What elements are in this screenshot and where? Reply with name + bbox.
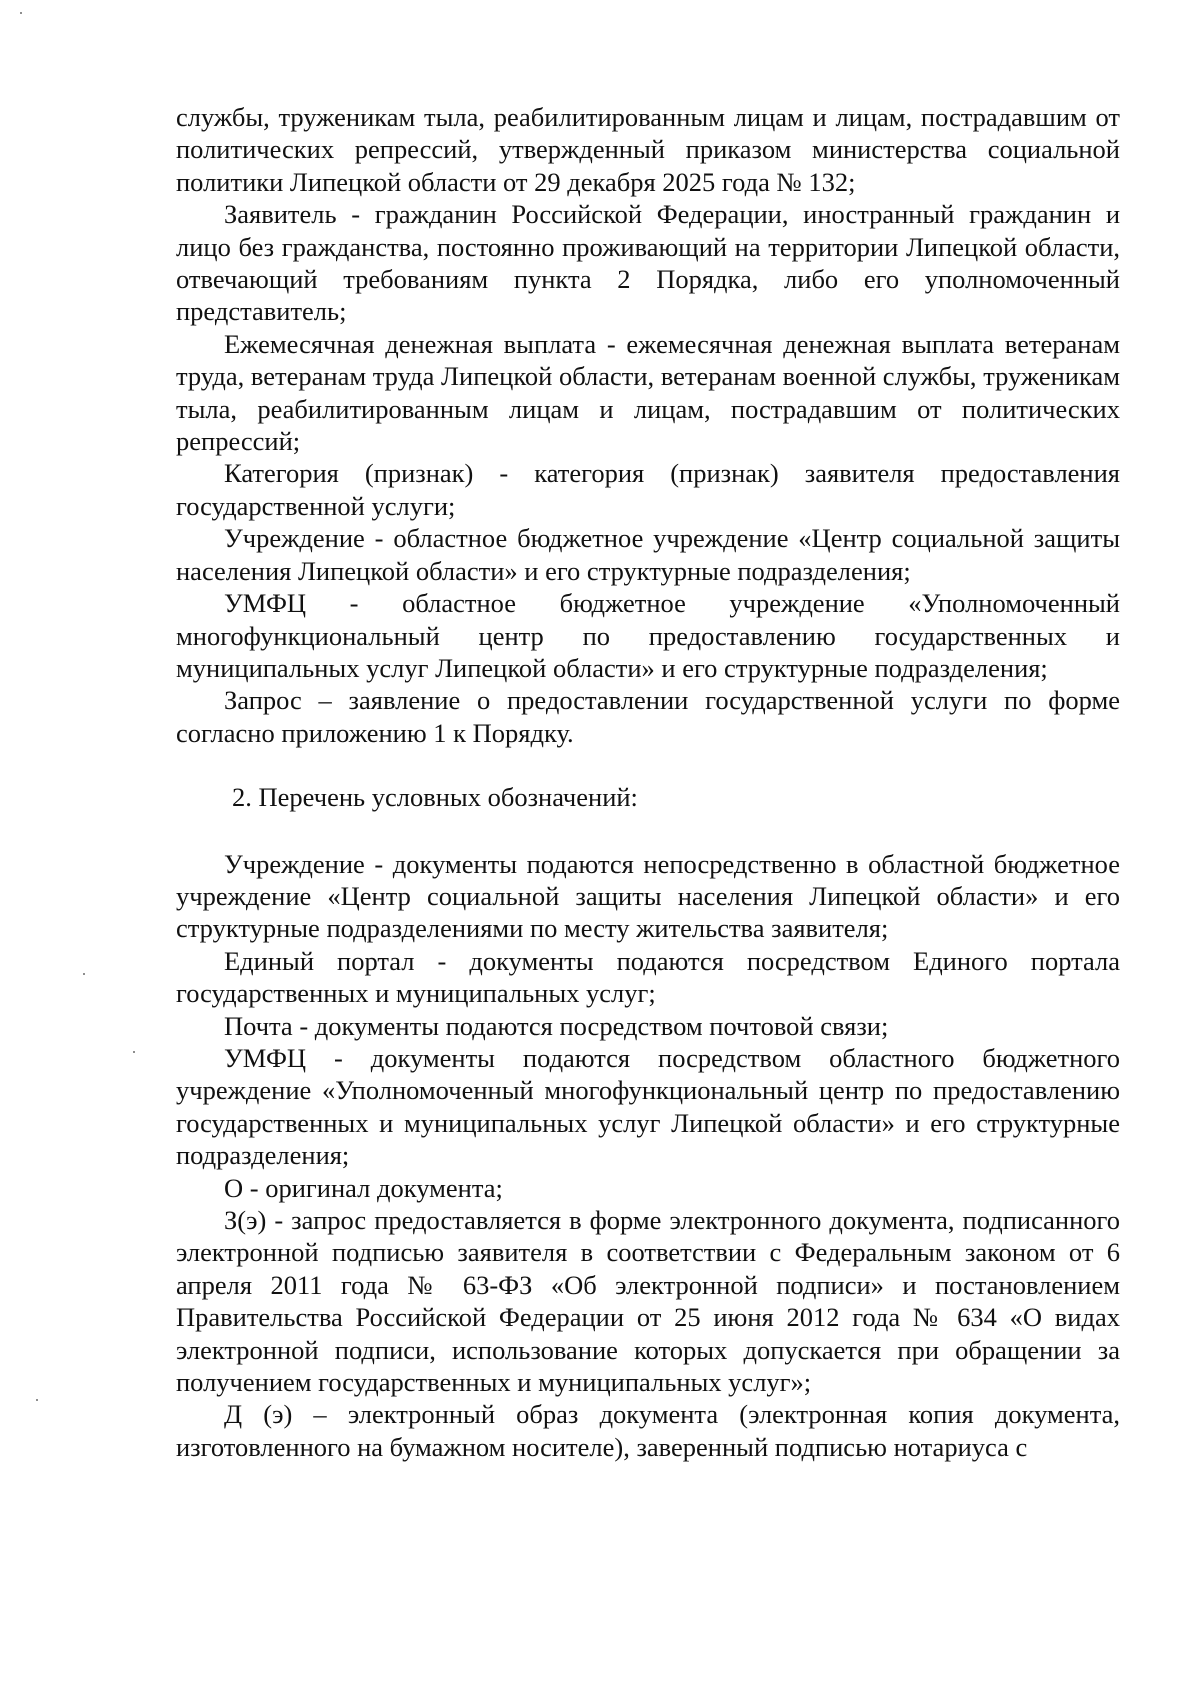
legend-electronic-request: З(э) - запрос предоставляется в форме электронного документа, подписанного электронной подписью заявителя в соответствии с Федеральным законом от 6 апреля 2011 года № 63-ФЗ «Об электронной подписи» и постановлением Правительства Российской Федерации от 25 июня 2012 года № 634 «О видах электронной подписи, использование которых допускается при обращении за получением государственных и муниципальных услуг»;	[176, 1205, 1120, 1398]
legend-electronic-image: Д (э) – электронный образ документа (электронная копия документа, изготовленного на бумажном носителе), заверенный подписью нотариуса с	[176, 1399, 1120, 1462]
scan-speck	[83, 973, 85, 975]
legend-original: О - оригинал документа;	[224, 1172, 503, 1203]
legend-unified-portal: Единый портал - документы подаются посредством Единого портала государственных и муниципальных услуг;	[176, 945, 1120, 1009]
spacer	[176, 749, 1120, 781]
definition-institution: Учреждение - областное бюджетное учреждение «Центр социальной защиты населения Липецкой области» и его структурные подразделения;	[176, 523, 1120, 586]
legend-umfc: УМФЦ - документы подаются посредством областного бюджетного учреждение «Уполномоченный многофункциональный центр по предоставлению государственных и муниципальных услуг Липецкой области» и его структурные подразделения;	[176, 1042, 1120, 1171]
definition-monthly-payment: Ежемесячная денежная выплата - ежемесячная денежная выплата ветеранам труда, ветеранам труда Липецкой области, ветеранам военной службы, труженикам тыла, реабилитированным лицам и лицам, пострадавшим от политических репрессий;	[176, 328, 1120, 457]
scan-speck	[133, 1051, 135, 1053]
legend-post: Почта - документы подаются посредством почтовой связи;	[224, 1010, 889, 1041]
scan-speck	[20, 12, 22, 14]
legend-institution: Учреждение - документы подаются непосредственно в областной бюджетное учреждение «Центр социальной защиты населения Липецкой области» и его структурные подразделениями по месту жительства заявителя;	[176, 848, 1120, 944]
definition-applicant: Заявитель - гражданин Российской Федерации, иностранный гражданин и лицо без гражданства, постоянно проживающий на территории Липецкой области, отвечающий требованиям пункта 2 Порядка, либо его уполномоченный представитель;	[176, 199, 1120, 327]
document-body	[176, 101, 1120, 1463]
scan-speck	[36, 1399, 38, 1401]
definition-request: Запрос – заявление о предоставлении государственной услуги по форме согласно приложению 1 к Порядку.	[176, 685, 1120, 748]
definition-category: Категория (признак) - категория (признак) заявителя предоставления государственной услуги;	[176, 458, 1120, 521]
paragraph: службы, труженикам тыла, реабилитированным лицам и лицам, пострадавшим от политических репрессий, утвержденный приказом министерства социальной политики Липецкой области от 29 декабря 2025 года № 132;	[176, 102, 1120, 197]
section-heading: 2. Перечень условных обозначений:	[232, 782, 638, 813]
spacer	[176, 814, 1120, 848]
definition-umfc: УМФЦ - областное бюджетное учреждение «Уполномоченный многофункциональный центр по предоставлению государственных и муниципальных услуг Липецкой области» и его структурные подразделения;	[176, 588, 1120, 683]
